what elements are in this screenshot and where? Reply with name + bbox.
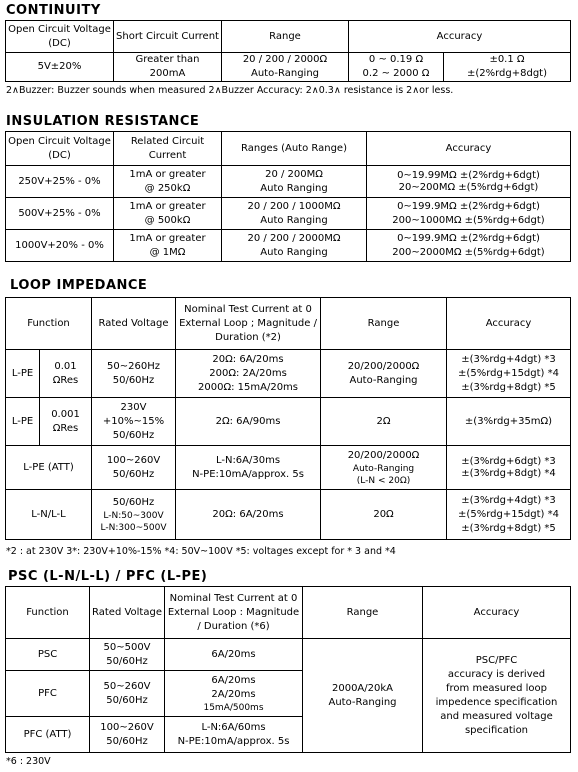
- table-row: [6, 166, 571, 198]
- col-header: Nominal Test Current at 0 External Loop ; Magnitude / Duration (*2): [176, 298, 321, 350]
- cell: L-N/L-L: [6, 490, 92, 540]
- col-header: Related Circuit Current: [114, 132, 222, 166]
- cell: 20Ω: 6A/20ms: [176, 490, 321, 540]
- cell: PFC (ATT): [6, 717, 90, 753]
- cell: 20 / 200MΩ Auto Ranging: [222, 166, 367, 198]
- table-header-row: [6, 587, 571, 639]
- cell: 0~199.9MΩ ±(2%rdg+6dgt) 200~2000MΩ ±(5%rdg+6dgt): [367, 230, 571, 262]
- cell: Greater than 200mA: [114, 53, 222, 82]
- continuity-title: CONTINUITY: [6, 3, 101, 18]
- insulation-title: INSULATION RESISTANCE: [6, 114, 200, 129]
- cell: ±(3%rdg+4dgt) *3 ±(5%rdg+15dgt) *4 ±(3%rdg+8dgt) *5: [447, 350, 571, 398]
- cell: 1mA or greater @ 500kΩ: [114, 198, 222, 230]
- col-header: Accuracy: [349, 21, 571, 53]
- table-row: [6, 446, 571, 490]
- cell: 20/200/2000Ω Auto-Ranging (L-N < 20Ω): [321, 446, 447, 490]
- table-row: [6, 230, 571, 262]
- col-header: Ranges (Auto Range): [222, 132, 367, 166]
- col-header: Function: [6, 298, 92, 350]
- cell: L-N:6A/60ms N-PE:10mA/approx. 5s: [165, 717, 303, 753]
- cell: 20 / 200 / 2000MΩ Auto Ranging: [222, 230, 367, 262]
- cell: 230V +10%~15% 50/60Hz: [92, 398, 176, 446]
- cell: 0 ~ 0.19 Ω 0.2 ~ 2000 Ω: [349, 53, 444, 82]
- cell: L-N:6A/30ms N-PE:10mA/approx. 5s: [176, 446, 321, 490]
- table-row: [6, 53, 571, 82]
- table-row: [6, 639, 571, 671]
- table-row: [6, 490, 571, 540]
- cell: ±(3%rdg+35mΩ): [447, 398, 571, 446]
- psc-note: *6 : 230V: [6, 756, 51, 767]
- cell: ±(3%rdg+4dgt) *3 ±(5%rdg+15dgt) *4 ±(3%rdg+8dgt) *5: [447, 490, 571, 540]
- loop-table: [5, 297, 571, 540]
- cell: 100~260V 50/60Hz: [90, 717, 165, 753]
- continuity-note: 2∧Buzzer: Buzzer sounds when measured 2∧Buzzer Accuracy: 2∧0.3∧ resistance is 2∧or less.: [6, 85, 454, 96]
- col-header: Rated Voltage: [92, 298, 176, 350]
- insulation-table: [5, 131, 571, 262]
- cell: PSC: [6, 639, 90, 671]
- cell: ±0.1 Ω ±(2%rdg+8dgt): [444, 53, 571, 82]
- cell: 500V+25% - 0%: [6, 198, 114, 230]
- cell: 20/200/2000Ω Auto-Ranging: [321, 350, 447, 398]
- cell: 0~199.9MΩ ±(2%rdg+6dgt) 200~1000MΩ ±(5%rdg+6dgt): [367, 198, 571, 230]
- cell: 2Ω: 6A/90ms: [176, 398, 321, 446]
- loop-title: LOOP IMPEDANCE: [10, 278, 148, 293]
- cell: 0.01 ΩRes: [40, 350, 92, 398]
- cell: 1mA or greater @ 250kΩ: [114, 166, 222, 198]
- cell: 6A/20ms: [165, 639, 303, 671]
- cell: 1mA or greater @ 1MΩ: [114, 230, 222, 262]
- cell: 0.001 ΩRes: [40, 398, 92, 446]
- cell: 20 / 200 / 2000Ω Auto-Ranging: [222, 53, 349, 82]
- cell: L-PE (ATT): [6, 446, 92, 490]
- cell: 2000A/20kA Auto-Ranging: [303, 639, 423, 753]
- table-header-row: [6, 298, 571, 350]
- cell: L-PE: [6, 350, 40, 398]
- continuity-table: [5, 20, 571, 82]
- cell: 50~260V 50/60Hz: [90, 671, 165, 717]
- cell: 100~260V 50/60Hz: [92, 446, 176, 490]
- cell: 250V+25% - 0%: [6, 166, 114, 198]
- cell: 0~19.99MΩ ±(2%rdg+6dgt) 20~200MΩ ±(5%rdg+6dgt): [367, 166, 571, 198]
- cell: 1000V+20% - 0%: [6, 230, 114, 262]
- table-row: [6, 398, 571, 446]
- col-header: Range: [321, 298, 447, 350]
- cell: 2Ω: [321, 398, 447, 446]
- cell: 50/60Hz L-N:50~300V L-N:300~500V: [92, 490, 176, 540]
- col-header: Accuracy: [447, 298, 571, 350]
- cell: 20Ω: 6A/20ms 200Ω: 2A/20ms 2000Ω: 15mA/20ms: [176, 350, 321, 398]
- col-header: Range: [222, 21, 349, 53]
- col-header: Open Circuit Voltage (DC): [6, 132, 114, 166]
- table-header-row: [6, 132, 571, 166]
- col-header: Function: [6, 587, 90, 639]
- psc-title: PSC (L-N/L-L) / PFC (L-PE): [8, 569, 208, 584]
- cell: PFC: [6, 671, 90, 717]
- col-header: Short Circuit Current: [114, 21, 222, 53]
- cell: PSC/PFC accuracy is derived from measured loop impedence specification and measured voltage specification: [423, 639, 571, 753]
- col-header: Open Circuit Voltage (DC): [6, 21, 114, 53]
- col-header: Accuracy: [367, 132, 571, 166]
- col-header: Accuracy: [423, 587, 571, 639]
- cell: 6A/20ms 2A/20ms 15mA/500ms: [165, 671, 303, 717]
- table-row: [6, 350, 571, 398]
- cell: ±(3%rdg+6dgt) *3 ±(3%rdg+8dgt) *4: [447, 446, 571, 490]
- cell: 50~260Hz 50/60Hz: [92, 350, 176, 398]
- loop-note: *2 : at 230V 3*: 230V+10%-15% *4: 50V~100V *5: voltages except for * 3 and *4: [6, 546, 396, 557]
- cell: L-PE: [6, 398, 40, 446]
- cell: 20 / 200 / 1000MΩ Auto Ranging: [222, 198, 367, 230]
- table-header-row: [6, 21, 571, 53]
- col-header: Rated Voltage: [90, 587, 165, 639]
- col-header: Range: [303, 587, 423, 639]
- col-header: Nominal Test Current at 0 External Loop : Magnitude / Duration (*6): [165, 587, 303, 639]
- cell: 20Ω: [321, 490, 447, 540]
- table-row: [6, 198, 571, 230]
- cell: 5V±20%: [6, 53, 114, 82]
- psc-table: [5, 586, 571, 753]
- cell: 50~500V 50/60Hz: [90, 639, 165, 671]
